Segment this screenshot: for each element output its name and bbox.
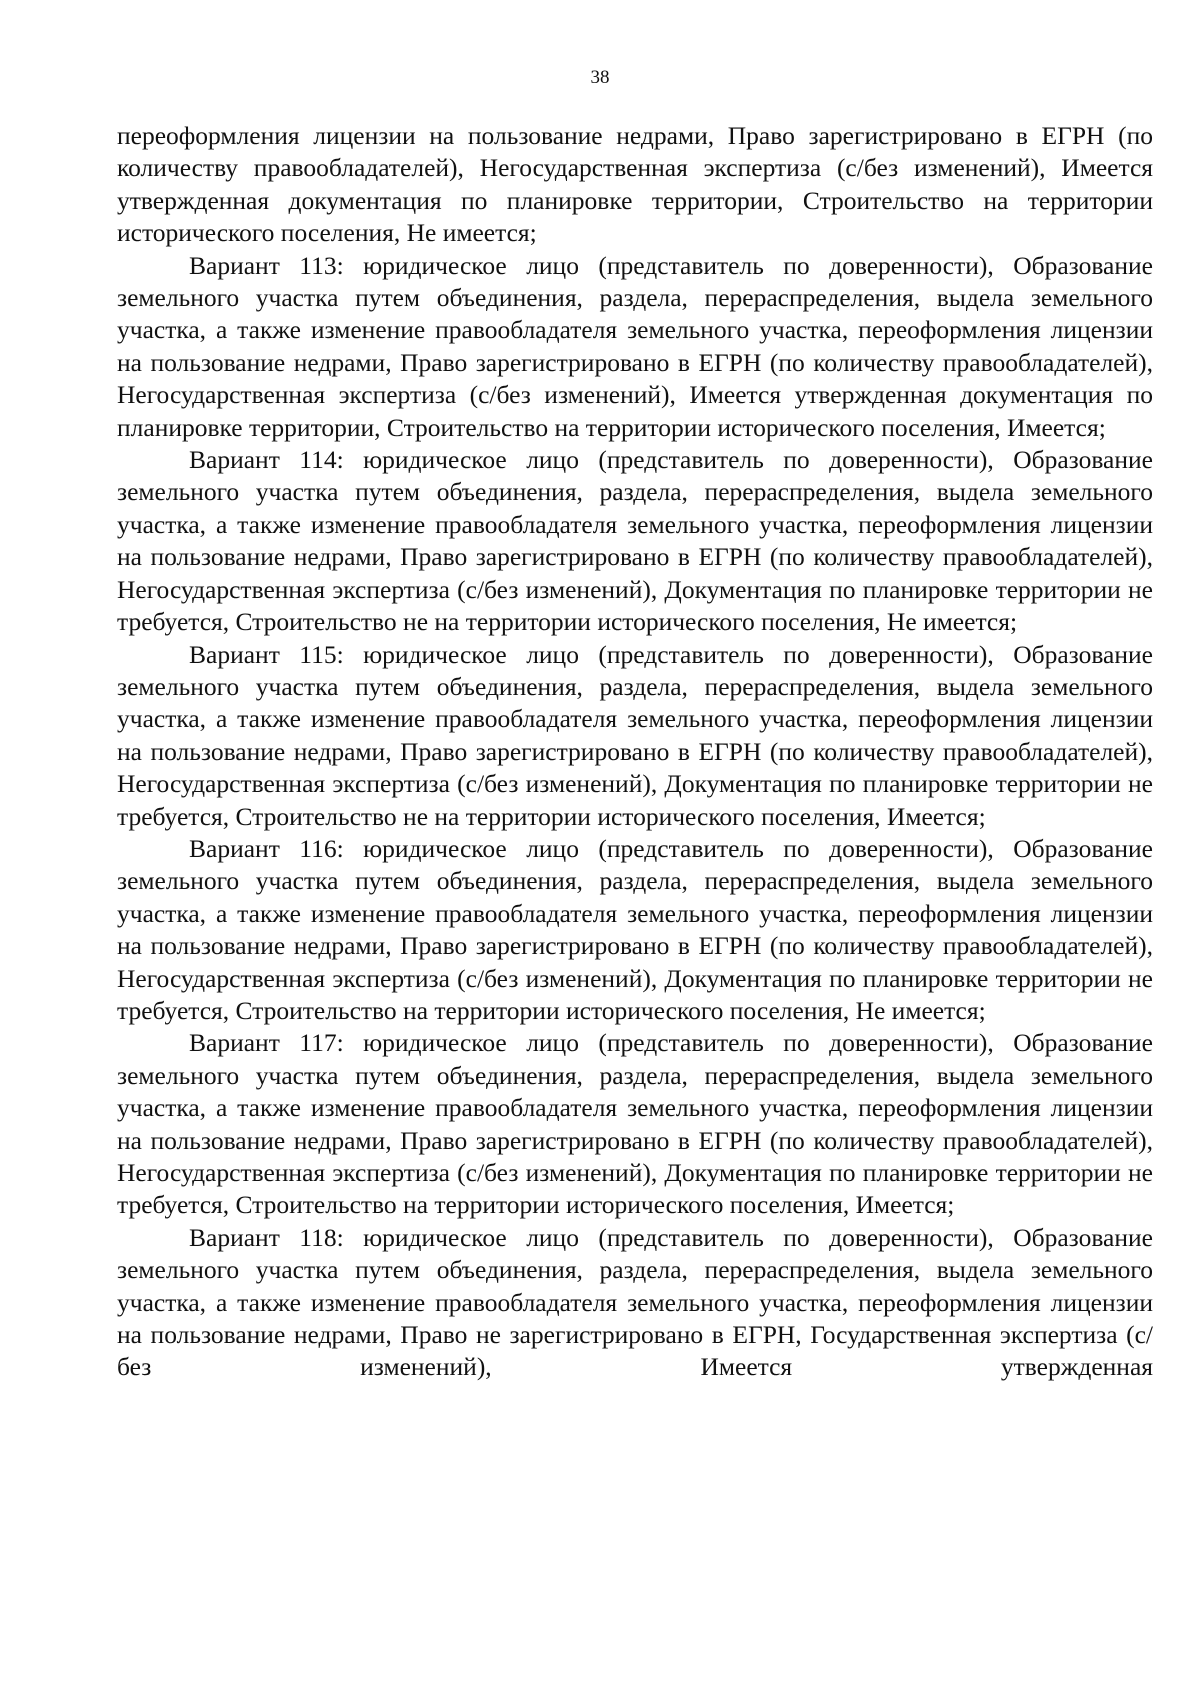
paragraph-continuation: переоформления лицензии на пользование недрами, Право зарегистрировано в ЕГРН (по количеству правообладателей), Негосударственная экспертиза (с/без изменений), Имеется утвержденная документация по планировке территории, Строительство на территории исторического поселения, Не имеется; xyxy=(117,121,1153,248)
page-number: 38 xyxy=(590,67,610,88)
paragraph-variant-118: Вариант 118: юридическое лицо (представитель по доверенности), Образование земельного участка путем объединения, раздела, перераспределения, выдела земельного участка, а также изменение правообладателя земельного участка, переоформления лицензии на пользование недрами, Право не зарегистрировано в ЕГРН, Государственная экспертиза (с/без изменений), Имеется утвержденная xyxy=(117,1222,1153,1382)
paragraph-variant-117: Вариант 117: юридическое лицо (представитель по доверенности), Образование земельного участка путем объединения, раздела, перераспределения, выдела земельного участка, а также изменение правообладателя земельного участка, переоформления лицензии на пользование недрами, Право зарегистрировано в ЕГРН (по количеству правообладателей), Негосударственная экспертиза (с/без изменений), Документация по планировке территории не требуется, Строительство на территории исторического поселения, Имеется; xyxy=(117,1028,1153,1220)
paragraph-variant-114: Вариант 114: юридическое лицо (представитель по доверенности), Образование земельного участка путем объединения, раздела, перераспределения, выдела земельного участка, а также изменение правообладателя земельного участка, переоформления лицензии на пользование недрами, Право зарегистрировано в ЕГРН (по количеству правообладателей), Негосударственная экспертиза (с/без изменений), Документация по планировке территории не требуется, Строительство не на территории исторического поселения, Не имеется; xyxy=(117,445,1153,637)
document-body xyxy=(117,120,1153,1384)
paragraph-variant-113: Вариант 113: юридическое лицо (представитель по доверенности), Образование земельного участка путем объединения, раздела, перераспределения, выдела земельного участка, а также изменение правообладателя земельного участка, переоформления лицензии на пользование недрами, Право зарегистрировано в ЕГРН (по количеству правообладателей), Негосударственная экспертиза (с/без изменений), Имеется утвержденная документация по планировке территории, Строительство на территории исторического поселения, Имеется; xyxy=(117,250,1153,442)
paragraph-variant-116: Вариант 116: юридическое лицо (представитель по доверенности), Образование земельного участка путем объединения, раздела, перераспределения, выдела земельного участка, а также изменение правообладателя земельного участка, переоформления лицензии на пользование недрами, Право зарегистрировано в ЕГРН (по количеству правообладателей), Негосударственная экспертиза (с/без изменений), Документация по планировке территории не требуется, Строительство на территории исторического поселения, Не имеется; xyxy=(117,833,1153,1025)
paragraph-variant-115: Вариант 115: юридическое лицо (представитель по доверенности), Образование земельного участка путем объединения, раздела, перераспределения, выдела земельного участка, а также изменение правообладателя земельного участка, переоформления лицензии на пользование недрами, Право зарегистрировано в ЕГРН (по количеству правообладателей), Негосударственная экспертиза (с/без изменений), Документация по планировке территории не требуется, Строительство не на территории исторического поселения, Имеется; xyxy=(117,639,1153,831)
